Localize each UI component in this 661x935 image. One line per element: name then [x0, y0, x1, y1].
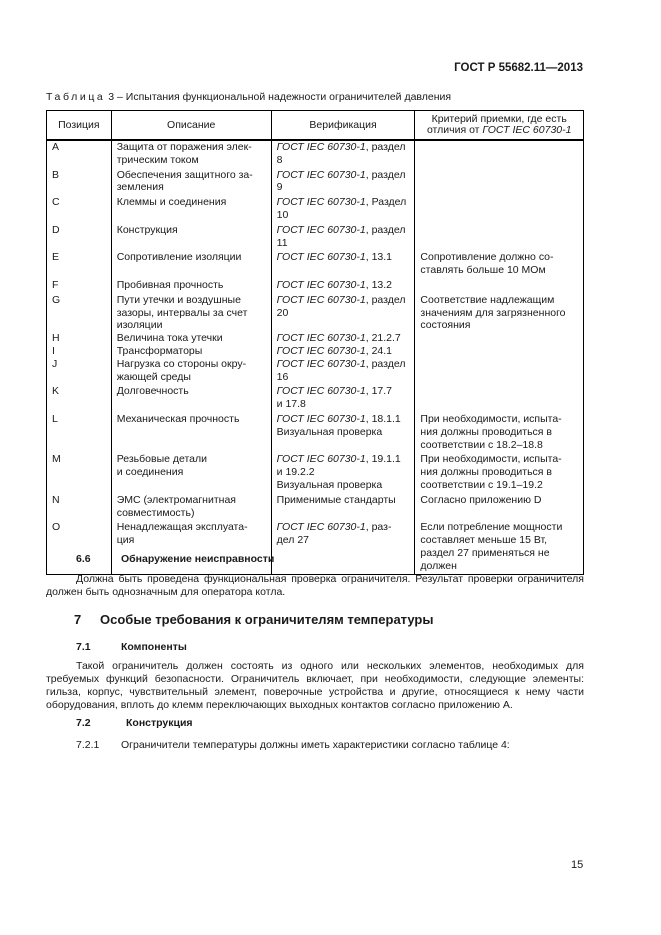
cell-description	[111, 383, 271, 411]
standard-ref: ГОСТ IEC 60730-1	[276, 385, 366, 398]
verification-line	[277, 196, 411, 209]
position-code: G	[52, 293, 61, 306]
cell-description	[111, 345, 271, 358]
table-row	[47, 492, 584, 520]
table-row	[47, 383, 584, 411]
cell-position	[47, 492, 112, 520]
section-7-1-paragraph: Такой ограничитель должен состоять из одного или нескольких элементов, необходимых для требуемых функций безопасности. Ограничитель включает, при необходимости, следующие элементы: гильза, корпус, чувствительный элемент, поверочные устройства и другие, относящиеся к нему части оборудования, вплоть до клемм переключающих выходных контактов согласно приложению А.	[46, 660, 584, 711]
description-line: Сопротивление изоляции	[116, 251, 242, 264]
verification-line	[277, 332, 411, 345]
cell-criteria	[415, 411, 584, 451]
verification-text: , 13.1	[365, 251, 393, 264]
description-line: и соединения	[116, 466, 184, 479]
verification-line	[277, 385, 411, 398]
cell-position	[47, 249, 112, 277]
cell-verification	[271, 345, 415, 358]
cell-position	[47, 292, 112, 332]
description-line: совместимость)	[116, 506, 195, 519]
table-caption-text: 3 – Испытания функциональной надежности ограничителей давления	[108, 91, 452, 103]
verification-line	[277, 534, 411, 547]
standard-ref: ГОСТ IEC 60730-1	[276, 293, 366, 306]
table-row	[47, 358, 584, 384]
cell-verification	[271, 194, 415, 222]
verification-line	[277, 358, 411, 371]
cell-criteria	[415, 167, 584, 195]
description-line: ЭМС (электромагнитная	[116, 493, 236, 506]
criteria-line: ния должны проводиться в	[420, 466, 552, 479]
col-header-position: Позиция	[47, 111, 112, 141]
standard-ref: ГОСТ IEC 60730-1	[276, 332, 366, 345]
cell-criteria	[415, 451, 584, 491]
standard-ref: ГОСТ IEC 60730-1	[276, 196, 366, 209]
cell-verification	[271, 519, 415, 574]
cell-verification	[271, 332, 415, 345]
criteria-line: соответствии с 18.2–18.8	[420, 438, 543, 451]
cell-verification	[271, 411, 415, 451]
verification-text: , Раздел	[365, 196, 407, 209]
cell-criteria	[415, 519, 584, 574]
cell-description	[111, 492, 271, 520]
cell-description	[111, 358, 271, 384]
page-number: 15	[571, 859, 584, 871]
verification-text: 8	[276, 153, 283, 166]
section-7-1-number: 7.1	[76, 641, 91, 653]
section-7-2-title: Конструкция	[126, 717, 193, 729]
section-6-6-paragraph: Должна быть проведена функциональная проверка ограничителя. Результат проверки ограничителя должен быть однозначным для оператора котла.	[46, 573, 584, 598]
verification-text: , 21.2.7	[365, 332, 401, 345]
position-code: K	[52, 385, 60, 398]
standard-ref: ГОСТ IEC 60730-1	[276, 223, 366, 236]
standard-ref: ГОСТ IEC 60730-1	[276, 412, 366, 425]
verification-line	[277, 154, 411, 167]
cell-position	[47, 345, 112, 358]
cell-description	[111, 292, 271, 332]
cell-position	[47, 451, 112, 491]
verification-text: , раздел	[365, 141, 406, 153]
verification-line	[277, 413, 411, 426]
verification-text: 11	[276, 236, 288, 249]
verification-line	[277, 345, 411, 358]
verification-text: 10	[276, 208, 289, 221]
description-line: Механическая прочность	[116, 412, 240, 425]
verification-line	[277, 521, 411, 534]
cell-criteria	[415, 332, 584, 345]
table-row	[47, 222, 584, 250]
standard-ref: ГОСТ IEC 60730-1	[276, 453, 366, 466]
col-header-criteria: Критерий приемки, где есть отличия от ГОСТ IEC 60730-1	[415, 111, 584, 141]
standard-ref: ГОСТ IEC 60730-1	[276, 251, 366, 264]
verification-text: , 18.1.1	[365, 412, 401, 425]
verification-line	[277, 209, 411, 222]
criteria-line: значениям для загрязненного	[420, 306, 566, 319]
cell-description	[111, 167, 271, 195]
description-line: Защита от поражения элек-	[116, 141, 252, 153]
verification-text: 20	[276, 306, 289, 319]
verification-text: , 17.7	[365, 385, 393, 398]
cell-criteria	[415, 492, 584, 520]
cell-criteria	[415, 383, 584, 411]
cell-description	[111, 277, 271, 292]
cell-position	[47, 383, 112, 411]
cell-criteria	[415, 249, 584, 277]
description-line: Трансформаторы	[116, 344, 203, 357]
position-code: I	[52, 344, 55, 357]
verification-text: 9	[276, 181, 283, 194]
col-header-description: Описание	[111, 111, 271, 141]
verification-text: 16	[276, 370, 289, 383]
table-row	[47, 194, 584, 222]
description-line: Конструкция	[116, 223, 178, 236]
position-code: D	[52, 223, 60, 236]
section-7-2-number: 7.2	[76, 717, 91, 729]
table-row	[47, 249, 584, 277]
verification-text: , 13.2	[365, 278, 393, 291]
table-row	[47, 519, 584, 574]
verification-line	[277, 294, 411, 307]
cell-verification	[271, 167, 415, 195]
cell-description	[111, 140, 271, 167]
standard-ref: ГОСТ IEC 60730-1	[276, 521, 366, 534]
cell-criteria	[415, 194, 584, 222]
criteria-line: При необходимости, испыта-	[420, 412, 562, 425]
cell-verification	[271, 222, 415, 250]
description-line: земления	[116, 181, 164, 194]
position-code: J	[52, 357, 58, 370]
description-line: трическим током	[116, 153, 199, 166]
standard-ref: ГОСТ IEC 60730-1	[276, 141, 366, 153]
verification-line	[277, 479, 411, 492]
table-row	[47, 411, 584, 451]
section-6-6-title: Обнаружение неисправности	[121, 553, 275, 565]
description-line: жающей среды	[116, 370, 191, 383]
standard-ref: ГОСТ IEC 60730-1	[276, 278, 366, 291]
table-header-row	[47, 111, 584, 141]
verification-line	[277, 398, 411, 411]
description-line: Резьбовые детали	[116, 453, 208, 466]
section-7-2-1-number: 7.2.1	[76, 739, 100, 751]
cell-description	[111, 222, 271, 250]
cell-position	[47, 519, 112, 574]
verification-line	[277, 181, 411, 194]
criteria-line: При необходимости, испыта-	[420, 453, 562, 466]
verification-text: и 19.2.2	[276, 466, 315, 479]
section-7-title: Особые требования к ограничителям температуры	[100, 612, 434, 627]
verification-line	[277, 141, 411, 154]
cell-position	[47, 167, 112, 195]
cell-verification	[271, 277, 415, 292]
verification-line	[277, 251, 411, 264]
verification-text: дел 27	[276, 534, 310, 547]
criteria-line: раздел 27 применяться не	[420, 546, 550, 559]
criteria-line: соответствии с 19.1–19.2	[420, 478, 543, 491]
verification-text: , раздел	[365, 357, 406, 370]
verification-text: , 19.1.1	[365, 453, 401, 466]
cell-criteria	[415, 358, 584, 384]
section-7-number: 7	[74, 612, 82, 627]
table-row	[47, 292, 584, 332]
standard-ref: ГОСТ IEC 60730-1	[276, 344, 366, 357]
table-caption-prefix: Таблица	[46, 91, 106, 103]
table-row	[47, 167, 584, 195]
cell-position	[47, 277, 112, 292]
cell-verification	[271, 358, 415, 384]
criteria-line: Если потребление мощности	[420, 521, 563, 534]
cell-criteria	[415, 345, 584, 358]
criteria-line: ставлять больше 10 МОм	[420, 264, 546, 277]
cell-description	[111, 411, 271, 451]
verification-text: , раздел	[365, 168, 406, 181]
position-code: F	[52, 278, 59, 291]
criteria-line: Сопротивление должно со-	[420, 251, 554, 264]
verification-text: Визуальная проверка	[276, 425, 383, 438]
cell-position	[47, 358, 112, 384]
cell-verification	[271, 383, 415, 411]
description-line: Нагрузка со стороны окру-	[116, 357, 247, 370]
cell-position	[47, 332, 112, 345]
verification-line	[277, 237, 411, 250]
table-row	[47, 140, 584, 167]
criteria-line: составляет меньше 15 Вт,	[420, 534, 548, 547]
position-code: N	[52, 493, 60, 506]
description-line: Пробивная прочность	[116, 278, 224, 291]
position-code: B	[52, 168, 60, 181]
pressure-limiter-tests-table	[46, 110, 584, 575]
standard-ref: ГОСТ IEC 60730-1	[276, 357, 366, 370]
cell-criteria	[415, 292, 584, 332]
description-line: Клеммы и соединения	[116, 196, 227, 209]
standard-ref: ГОСТ IEC 60730-1	[276, 168, 366, 181]
table-row	[47, 277, 584, 292]
cell-description	[111, 451, 271, 491]
cell-verification	[271, 292, 415, 332]
criteria-line: Соответствие надлежащим	[420, 293, 555, 306]
position-code: M	[52, 453, 61, 466]
table-row	[47, 345, 584, 358]
verification-line	[277, 426, 411, 439]
description-line: изоляции	[116, 319, 163, 332]
cell-description	[111, 194, 271, 222]
table-caption	[46, 91, 451, 103]
verification-text: Применимые стандарты	[276, 493, 396, 506]
criteria-line: ния должны проводиться в	[420, 425, 552, 438]
table-row	[47, 451, 584, 491]
verification-text: Визуальная проверка	[276, 478, 383, 491]
cell-description	[111, 519, 271, 574]
verification-line	[277, 307, 411, 320]
description-line: Величина тока утечки	[116, 332, 223, 345]
description-line: зазоры, интервалы за счет	[116, 306, 248, 319]
cell-description	[111, 332, 271, 345]
verification-text: , раз-	[365, 521, 392, 534]
cell-position	[47, 222, 112, 250]
description-line: Долговечность	[116, 385, 189, 398]
description-line: ция	[116, 534, 135, 547]
standard-ref: ГОСТ IEC 60730-1	[482, 124, 572, 136]
cell-description	[111, 249, 271, 277]
criteria-line: состояния	[420, 319, 471, 332]
criteria-line: Согласно приложению D	[420, 493, 542, 506]
cell-criteria	[415, 277, 584, 292]
cell-position	[47, 194, 112, 222]
verification-line	[277, 494, 411, 507]
table-row	[47, 332, 584, 345]
verification-text: , раздел	[365, 293, 406, 306]
verification-line	[277, 169, 411, 182]
description-line: Обеспечения защитного за-	[116, 168, 253, 181]
cell-criteria	[415, 222, 584, 250]
section-6-6-number: 6.6	[76, 553, 91, 565]
cell-verification	[271, 451, 415, 491]
position-code: C	[52, 196, 60, 209]
position-code: H	[52, 332, 60, 345]
section-7-2-1-text: Ограничители температуры должны иметь характеристики согласно таблице 4:	[121, 739, 510, 751]
position-code: E	[52, 251, 60, 264]
cell-verification	[271, 249, 415, 277]
verification-text: , 24.1	[365, 344, 393, 357]
position-code: L	[52, 412, 58, 425]
verification-line	[277, 279, 411, 292]
description-line: Пути утечки и воздушные	[116, 293, 241, 306]
cell-position	[47, 411, 112, 451]
verification-line	[277, 466, 411, 479]
cell-position	[47, 140, 112, 167]
verification-text: и 17.8	[276, 398, 306, 411]
verification-line	[277, 371, 411, 384]
position-code: O	[52, 521, 61, 534]
verification-text: , раздел	[365, 223, 406, 236]
position-code: A	[52, 141, 60, 153]
criteria-line: должен	[420, 559, 457, 572]
document-number: ГОСТ Р 55682.11—2013	[454, 62, 583, 74]
description-line: Ненадлежащая эксплуата-	[116, 521, 248, 534]
verification-line	[277, 453, 411, 466]
cell-verification	[271, 492, 415, 520]
cell-verification	[271, 140, 415, 167]
section-7-1-title: Компоненты	[121, 641, 187, 653]
cell-criteria	[415, 140, 584, 167]
col-header-verification: Верификация	[271, 111, 415, 141]
verification-line	[277, 224, 411, 237]
